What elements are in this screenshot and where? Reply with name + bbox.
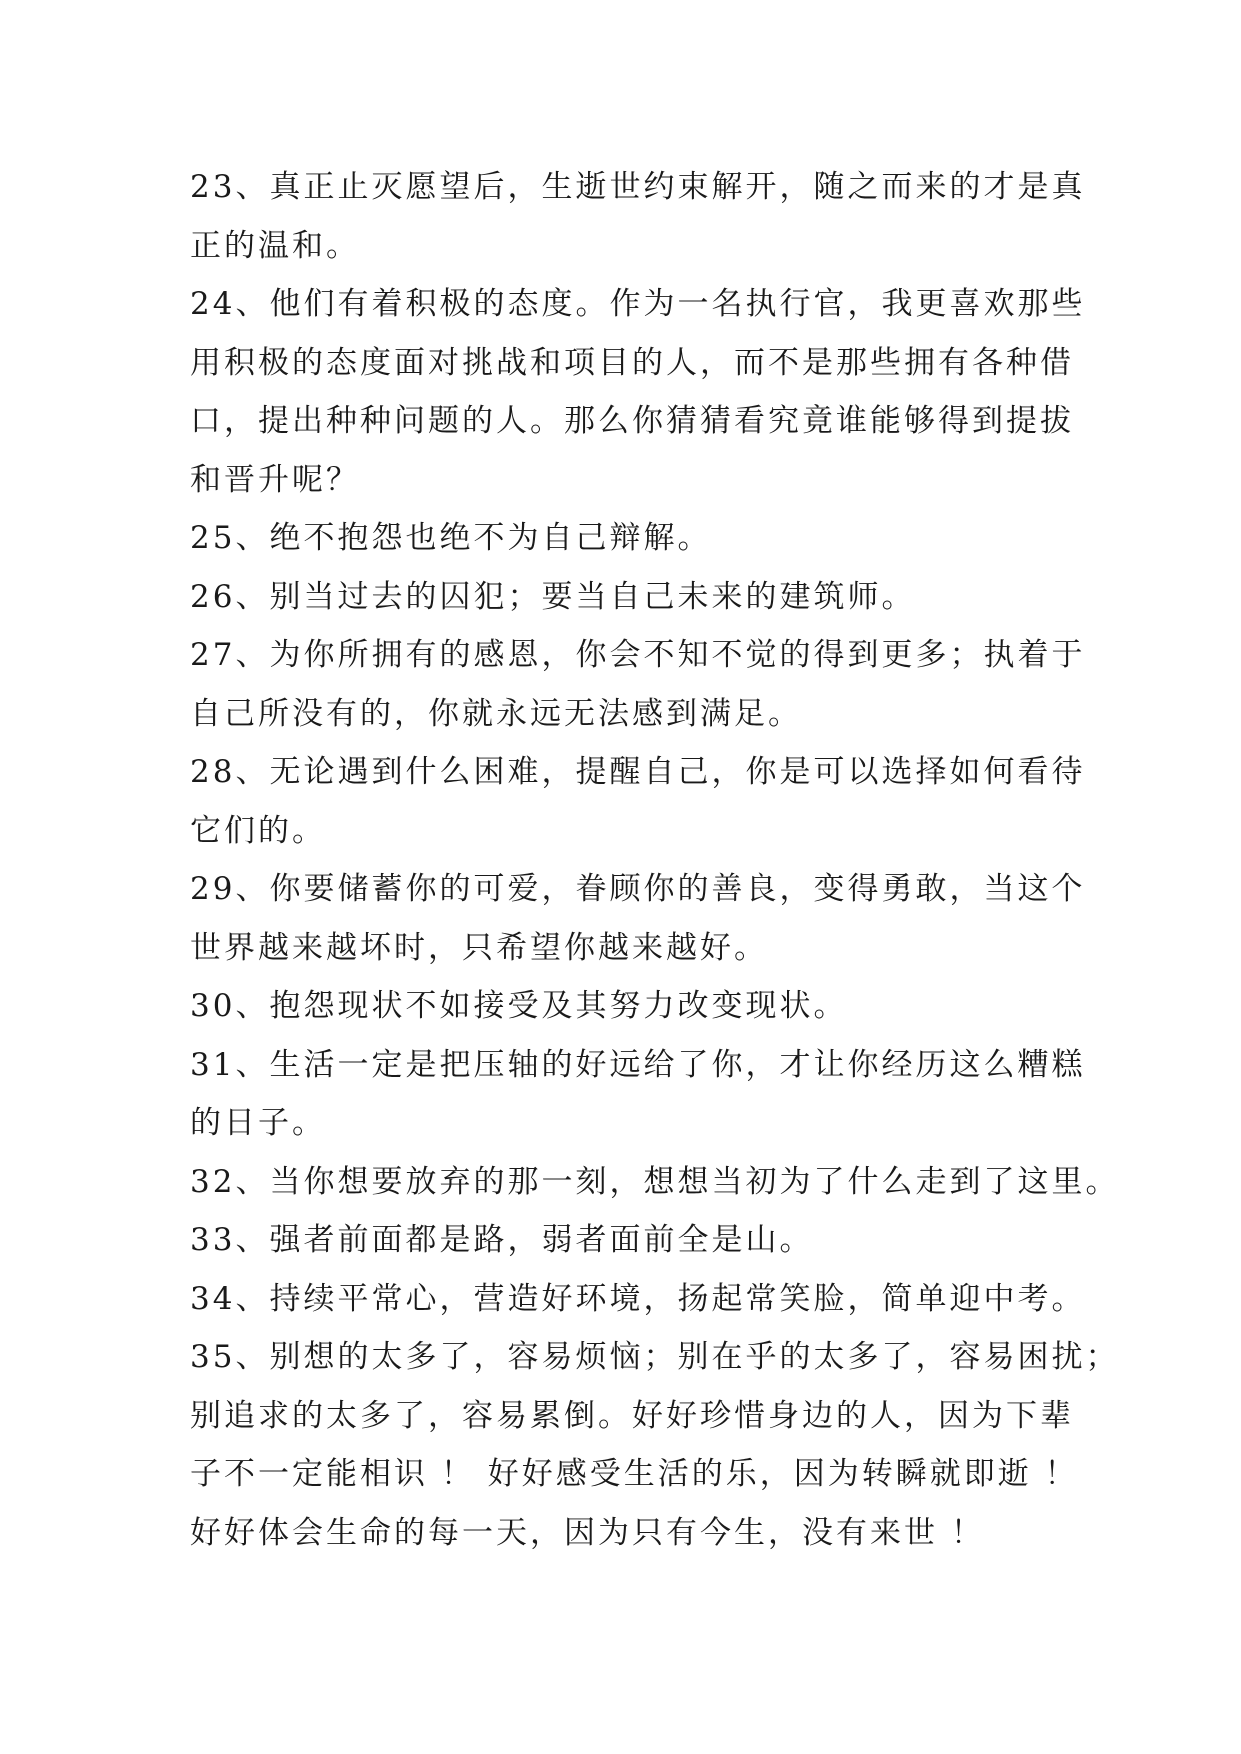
- text-line: 正的温和。: [190, 227, 360, 264]
- text-line: 别追求的太多了，容易累倒。好好珍惜身边的人，因为下辈: [190, 1397, 1074, 1434]
- text-line: 口，提出种种问题的人。那么你猜猜看究竟谁能够得到提拔: [190, 403, 1074, 439]
- text-line: 24、他们有着积极的态度。作为一名执行官，我更喜欢那些: [190, 286, 1086, 322]
- text-line: 27、为你所拥有的感恩，你会不知不觉的得到更多；执着于: [190, 637, 1086, 673]
- text-line: 自己所没有的，你就永远无法感到满足。: [190, 695, 802, 732]
- text-line: 世界越来越坏时，只希望你越来越好。: [190, 929, 768, 966]
- text-line: 它们的。: [190, 812, 326, 849]
- document-body: [190, 158, 1120, 1562]
- text-line: 28、无论遇到什么困难，提醒自己，你是可以选择如何看待: [190, 754, 1086, 790]
- text-line: 29、你要储蓄你的可爱，眷顾你的善良，变得勇敢，当这个: [190, 871, 1086, 907]
- text-line: 的日子。: [190, 1105, 326, 1141]
- text-line: 好好体会生命的每一天，因为只有今生，没有来世 ！: [190, 1514, 985, 1551]
- text-line: 子不一定能相识 ！ 好好感受生活的乐，因为转瞬就即逝 ！: [190, 1456, 1079, 1492]
- text-line: 26、别当过去的囚犯；要当自己未来的建筑师。: [190, 578, 916, 615]
- text-line: 34、持续平常心，营造好环境，扬起常笑脸，简单迎中考。: [190, 1280, 1086, 1317]
- text-line: 25、绝不抱怨也绝不为自己辩解。: [190, 520, 712, 556]
- text-line: 和晋升呢？: [190, 461, 360, 498]
- text-line: 35、别想的太多了，容易烦恼；别在乎的太多了，容易困扰；: [190, 1339, 1120, 1375]
- text-line: 用积极的态度面对挑战和项目的人，而不是那些拥有各种借: [190, 344, 1074, 381]
- text-line: 31、生活一定是把压轴的好远给了你，才让你经历这么糟糕: [190, 1046, 1086, 1083]
- text-line: 23、真正止灭愿望后，生逝世约束解开，随之而来的才是真: [190, 169, 1086, 205]
- text-line: 33、强者前面都是路，弱者面前全是山。: [190, 1222, 814, 1258]
- text-line: 32、当你想要放弃的那一刻，想想当初为了什么走到了这里。: [190, 1163, 1120, 1200]
- text-line: 30、抱怨现状不如接受及其努力改变现状。: [190, 988, 848, 1024]
